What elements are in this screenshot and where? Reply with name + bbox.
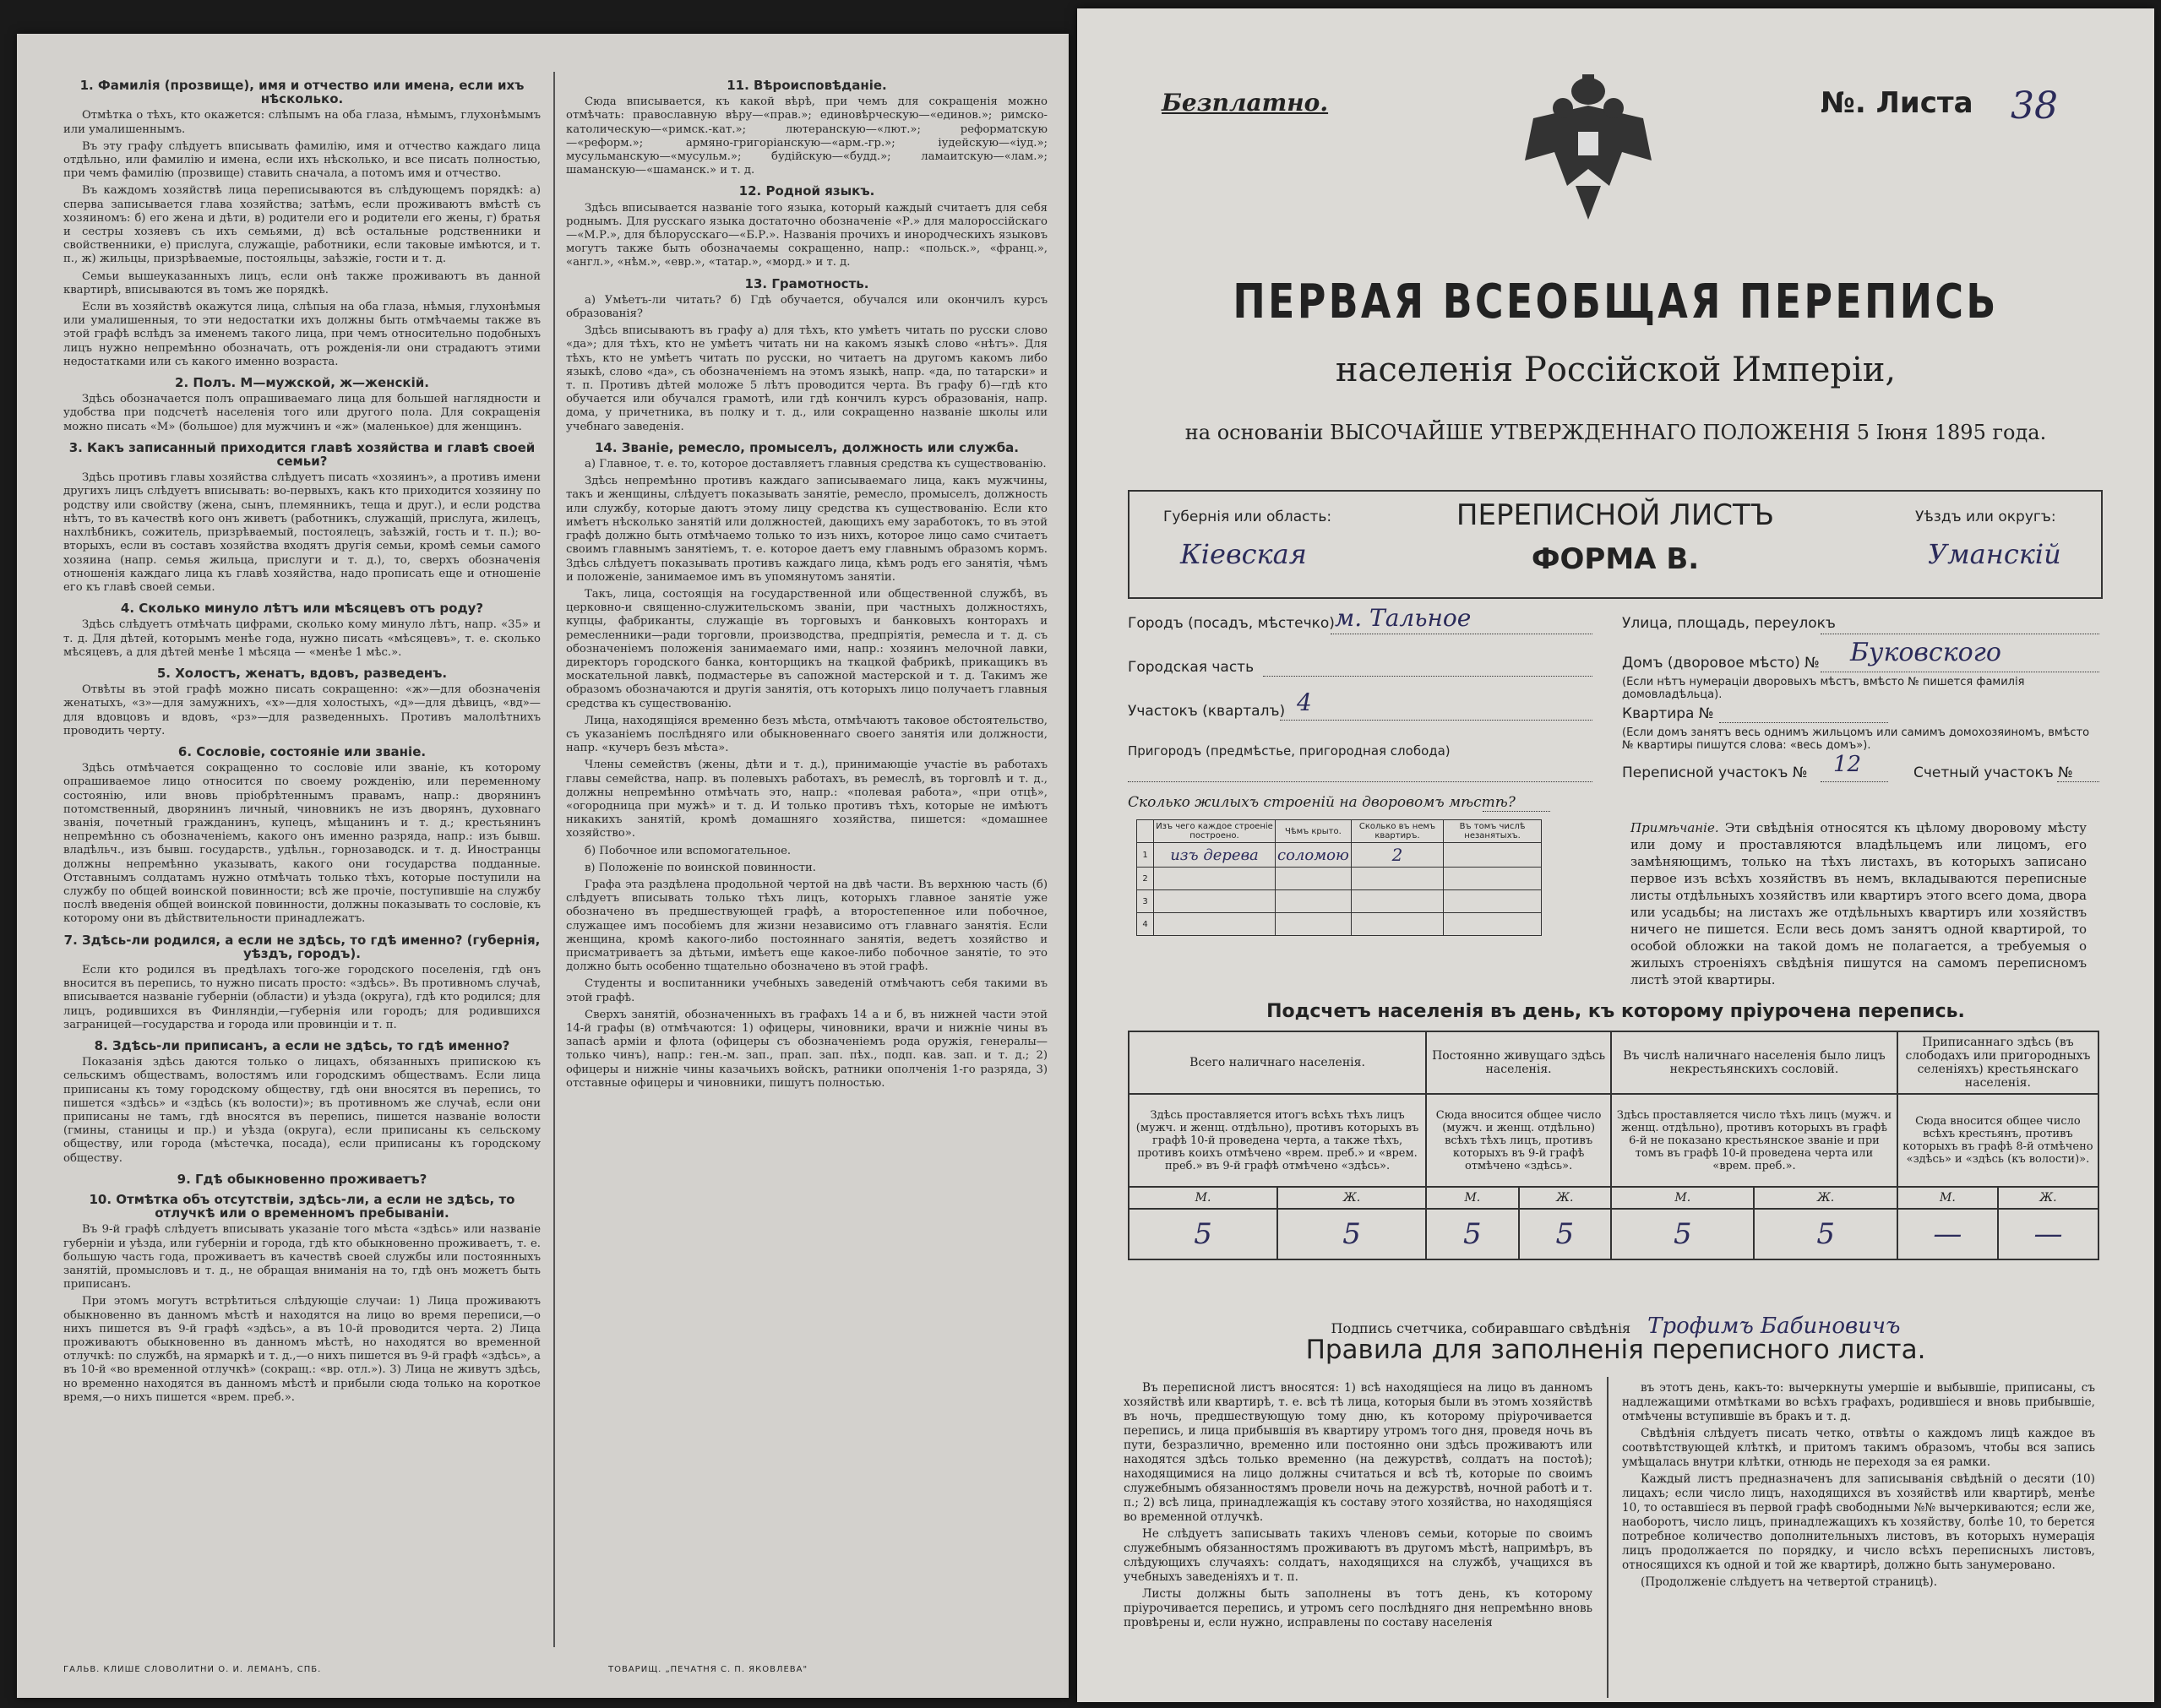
material-cell (1154, 913, 1276, 936)
count-note-permanent: Сюда вносится общее число (мужч. и женщ. отдѣльно) всѣхъ тѣхъ лицъ, противъ которыхъ въ 9-й графѣ отмѣчено «здѣсь». (1426, 1094, 1611, 1187)
paragraph: Въ эту графу слѣдуетъ вписывать фамилію, имя и отчество каждаго лица отдѣльно, или фамилію и имена, если ихъ нѣсколько, и все писать полностью, при чемъ фамилію (прозвище) ставить сначала, а потомъ имя и отчество. (63, 139, 541, 181)
row-number: 1 (1137, 843, 1154, 868)
paragraph: Студенты и воспитанники учебныхъ заведеній отмѣчаютъ себя такими въ этой графѣ. (566, 977, 1048, 1004)
rules-divider (1607, 1377, 1609, 1698)
section-heading: 9. Гдѣ обыкновенно проживаетъ? (177, 1171, 427, 1187)
paragraph: Сверхъ занятій, обозначенныхъ въ графахъ 14 а и б, въ нижней части этой 14-й графы (в) отмѣчаются: 1) офицеры, чиновники, врачи и нижніе чины въ запасѣ арміи и флота (офицеры съ обозначеніемъ рода оружія, генералы—только чинъ), напр.: ген.-м. зап., прап. зап. пѣх., подп. кав. зап. и т. д.; 2) офицеры и нижніе чины казачьихъ войскъ, ратники ополченія 1-го разряда, 3) отставные офицеры и чиновники, пишутъ полностью. (566, 1008, 1048, 1090)
rule-paragraph: Не слѣдуетъ записывать такихъ членовъ семьи, которые по своимъ служебнымъ обязанностямъ проживаютъ въ другомъ мѣстѣ, напримѣръ, въ слѣдующихъ случаяхъ: солдатъ, находящихся на службѣ, учащихся въ учебныхъ заведеніяхъ и т. п. (1124, 1527, 1592, 1584)
count-value: 5 (1611, 1209, 1754, 1259)
city-value: м. Тальное (1335, 604, 1472, 632)
house-label: Домъ (дворовое мѣсто) № (1622, 655, 1820, 672)
table-row (1137, 843, 1542, 868)
population-count-table (1128, 1031, 2099, 1260)
house-value: Буковского (1850, 638, 2001, 667)
paragraph: Показанія здѣсь даются только о лицахъ, обязанныхъ припискою къ сельскимъ обществамъ, волостямъ или городскимъ обществамъ. Если лица приписаны къ тому городскому обществу, гдѣ они вносятся въ перепись, то пишется «здѣсь» и «здѣсь (къ волости)»; въ противномъ же случаѣ, если они приписаны не тамъ, гдѣ вносятся въ перепись, пишется названіе волости (гмины, станицы и пр.) и уѣзда (округа), если приписаны къ сельскому обществу, или города (мѣстечка, посада), если приписаны къ городскому обществу. (63, 1056, 541, 1165)
paragraph: а) Главное, т. е. то, которое доставляетъ главныя средства къ существованію. (585, 458, 1047, 471)
buildings-table (1136, 819, 1542, 936)
rules-title: Правила для заполненія переписного листа. (1305, 1335, 1926, 1365)
count-note-noncrest: Здѣсь проставляется число тѣхъ лицъ (мужч. и женщ. отдѣльно), противъ которыхъ въ графѣ 6-й не показано крестьянское званіе и при томъ въ графѣ 10-й проведена черта или «врем. преб.». (1611, 1094, 1897, 1187)
vacant-cell (1444, 890, 1542, 913)
section-heading: 11. Вѣроисповѣданіе. (727, 78, 887, 93)
free-label: Безплатно. (1162, 89, 1329, 117)
count-head-total: Всего наличнаго населенія. (1129, 1031, 1426, 1094)
apartment-note: (Если домъ занятъ весь однимъ жильцомъ или самимъ домохозяиномъ, вмѣсто № квартиры пишутся слова: «весь домъ»). (1622, 726, 2090, 752)
section-heading: 10. Отмѣтка объ отсутствіи, здѣсь-ли, а если не здѣсь, то отлучкѣ или о временномъ пребываніи. (89, 1192, 515, 1221)
census-area-label: Переписной участокъ № (1622, 764, 1808, 781)
instructions-page (17, 34, 1069, 1698)
bld-head-roof: Чѣмъ крыто. (1276, 820, 1352, 843)
count-value: — (1897, 1209, 1998, 1259)
rule-paragraph: Свѣдѣнія слѣдуетъ писать четко, отвѣты о каждомъ лицѣ каждое въ соотвѣтствующей клѣткѣ, и притомъ такимъ образомъ, чтобы вся запись умѣщалась внутри клѣтки, отнюдь не переходя за ея рамки. (1622, 1427, 2095, 1469)
paragraph: Сюда вписывается, къ какой вѣрѣ, при чемъ для сокращенія можно отмѣчать: православную вѣру—«прав.»; единовѣрческую—«единов.»; римско-католическую—«римск.-кат.»; лютеранскую—«лют.»; реформатскую—«реформ.»; армяно-григоріанскую—«арм.-гр.»; іудейскую—«іуд.»; мусульманскую—«мусульм.»; будійскую—«будд.»; ламаитскую—«лам.»; шаманскую—«шаманск.» и т. д. (566, 95, 1048, 177)
paragraph: Члены семействъ (жены, дѣти и т. д.), принимающіе участіе въ работахъ главы семейства, напр. въ полевыхъ работахъ, въ ремеслѣ, въ торговлѣ и т. д., должны непремѣнно отмѣчать это, напр.: «полевая работа», «при отцѣ», «огородница при мужѣ» и т. д. И только противъ тѣхъ, которые не имѣютъ никакихъ занятій, кромѣ домашняго хозяйства, пишется: «домашнее хозяйство». (566, 759, 1048, 840)
row-number: 2 (1137, 868, 1154, 890)
count-value: 5 (1519, 1209, 1612, 1259)
bld-head-material: Изъ чего каждое строеніе построено. (1154, 820, 1276, 843)
roof-cell (1276, 868, 1352, 890)
suburb-label: Пригородъ (предмѣстье, пригородная слобода) (1128, 743, 1451, 759)
bld-head-apts: Сколько въ немъ квартиръ. (1351, 820, 1443, 843)
buildings-line (1483, 811, 1550, 812)
count-values-row (1129, 1209, 2098, 1259)
paragraph: Отвѣты въ этой графѣ можно писать сокращенно: «ж»—для обозначенія женатыхъ, «з»—для замужнихъ, «х»—для холостыхъ, «д»—для дѣвицъ, «вд»—для вдовцовъ и вдовъ, «рз»—для разведенныхъ. Противъ малолѣтнихъ проводить черту. (63, 683, 541, 737)
apartment-line (1719, 722, 1888, 723)
paragraph: Такъ, лица, состоящія на государственной или общественной службѣ, въ церковно-и священно-служительскомъ званіи, при частныхъ должностяхъ, купцы, фабриканты, служащіе въ торговыхъ и банковыхъ конторахъ и ремесленники—ради торговли, производства, предпріятія, ремесла и т. д. съ обозначеніемъ положенія занимаемаго ими, напр.: хозяинъ мелочной лавки, директоръ городского банка, конторщикъ на ткацкой фабрикѣ, прикащикъ въ москательной лавкѣ, подмастерье въ сапожной мастерской и т. д. Такимъ же образомъ обозначаются и другія занятія, отъ которыхъ лицо получаетъ главныя средства къ существованію. (566, 587, 1048, 710)
paragraph: Отмѣтка о тѣхъ, кто окажется: слѣпымъ на оба глаза, нѣмымъ, глухонѣмымъ или умалишеннымъ. (63, 109, 541, 136)
street-label: Улица, площадь, переулокъ (1622, 615, 1836, 632)
rule-paragraph: Въ переписной листъ вносятся: 1) всѣ находящіеся на лицо въ данномъ хозяйствѣ или квартирѣ, т. е. всѣ тѣ лица, которыя были въ этомъ хозяйствѣ въ ночь, предшествующую тому дню, къ которому пріурочивается перепись, и лица прибывшія въ квартиру утромъ того дня, проведя ночь въ пути, безразлично, временно или постоянно они здѣсь проживаютъ или находятся здѣсь только временно (на дежурствѣ, солдатъ на постоѣ); находящимися на лицо должны считаться и всѣ тѣ, которые по своимъ служебнымъ обязанностямъ провели ночь на дежурствѣ, ночной работѣ и т. п.; 2) всѣ лица, принадлежащія къ составу этого хозяйства, но находящіяся во временной отлучкѣ. (1124, 1381, 1592, 1524)
female-label: Ж. (1998, 1187, 2098, 1209)
table-row (1137, 868, 1542, 890)
roof-cell (1276, 890, 1352, 913)
column-divider (553, 72, 555, 1647)
apts-cell (1351, 913, 1443, 936)
paragraph: Если въ хозяйствѣ окажутся лица, слѣпыя на оба глаза, нѣмыя, глухонѣмыя или умалишенныя, то эти недостатки ихъ должны быть отмѣчаемы также въ этой графѣ вслѣдъ за именемъ такого лица, при чемъ относительно подобныхъ лицъ нужно непремѣнно обозначать, отъ рожденія-ли они страдаютъ этими недостатками или съ какого именно возраста. (63, 301, 541, 368)
material-cell (1154, 890, 1276, 913)
rule-paragraph: Листы должны быть заполнены въ тотъ день, къ которому пріурочивается перепись, и утромъ сего послѣдняго дня непремѣнно вновь провѣрены и, если нужно, исправлены по составу населенія (1124, 1587, 1592, 1629)
count-area-label: Счетный участокъ № (1913, 764, 2073, 781)
paragraph: Здѣсь вписывается названіе того языка, который каждый считаетъ для себя роднымъ. Для русскаго языка достаточно обозначеніе «Р.» для малороссійскаго—«М.Р.», для бѣлорусскаго—«Б.Р.». Названія прочихъ и инородческихъ языковъ могутъ также быть обозначаемы сокращенно, напр.: «польск.», «франц.», «англ.», «нѣм.», «евр.», «татар.», «морд.» и т. д. (566, 201, 1048, 269)
uezd-label: Уѣздъ или округъ: (1915, 509, 2056, 525)
rule-paragraph: (Продолженіе слѣдуетъ на четвертой страницѣ). (1641, 1575, 1938, 1589)
population-count-title: Подсчетъ населенія въ день, къ которому пріурочена перепись. (1266, 1001, 1965, 1022)
buildings-question: Сколько жилыхъ строеній на дворовомъ мѣстѣ? (1128, 794, 1516, 811)
section-heading: 14. Званіе, ремесло, промыселъ, должность или служба. (595, 439, 1019, 455)
male-label: М. (1426, 1187, 1519, 1209)
count-area-line (2057, 781, 2099, 782)
count-notes-row (1129, 1094, 2098, 1187)
count-value: 5 (1426, 1209, 1519, 1259)
table-row (1137, 913, 1542, 936)
vacant-cell (1444, 913, 1542, 936)
count-head-noncrest: Въ числѣ наличнаго населенія было лицъ некрестьянскихъ сословій. (1611, 1031, 1897, 1094)
suburb-line (1128, 781, 1592, 782)
gubernia-label: Губернія или область: (1163, 509, 1332, 525)
vacant-cell (1444, 868, 1542, 890)
instructions-column-2 (566, 72, 1048, 1094)
count-sex-row (1129, 1187, 2098, 1209)
rules-column-2 (1622, 1381, 2095, 1592)
female-label: Ж. (1754, 1187, 1897, 1209)
district-label: Участокъ (кварталъ) (1128, 703, 1286, 720)
paragraph: Въ каждомъ хозяйствѣ лица переписываются въ слѣдующемъ порядкѣ: а) сперва записывается глава хозяйства; затѣмъ, если проживаютъ вмѣстѣ съ хозяиномъ: б) его жена и дѣти, в) родители его и родители его жены, г) братья и сестры хозяевъ съ ихъ семьями, д) всѣ остальные родственники и свойственники, е) прислуга, служащіе, работники, если таковые имѣются, и т. п., ж) жильцы, призрѣваемые, постояльцы, заѣзжіе, гости и т. д. (63, 184, 541, 266)
row-number: 3 (1137, 890, 1154, 913)
female-label: Ж. (1519, 1187, 1612, 1209)
row-number: 4 (1137, 913, 1154, 936)
count-value: 5 (1129, 1209, 1277, 1259)
signature-value: Трофимъ Бабиновичъ (1647, 1314, 1901, 1339)
apts-cell: 2 (1351, 843, 1443, 868)
imperial-eagle-emblem (1516, 59, 1660, 228)
note-text: Эти свѣдѣнія относятся къ цѣлому дворовому мѣсту или дому и проставляются владѣльцемъ или лицомъ, его замѣняющимъ, только на тѣхъ листахъ, въ которыхъ записано первое изъ всѣхъ хозяйствъ въ немъ, вкладываются переписные листы отдѣльныхъ хозяйствъ или квартиръ этого всего дома, двора или усадьбы; на листахъ же отдѣльныхъ квартиръ или хозяйствъ ничего не пишется. Если весь домъ занятъ одной квартирой, то особой обложки на такой домъ не полагается, а требуемыя о жилыхъ строеніяхъ свѣдѣнія пишутся на самомъ переписномъ листѣ этой квартиры. (1630, 820, 2087, 987)
male-label: М. (1897, 1187, 1998, 1209)
census-form-page (1077, 8, 2154, 1702)
district-line (1280, 720, 1592, 721)
count-note-total: Здѣсь проставляется итогъ всѣхъ тѣхъ лицъ (мужч. и женщ. отдѣльно), противъ которыхъ въ графѣ 10-й проведена черта, а также тѣхъ, противъ коихъ отмѣчено «врем. преб.» и «врем. преб.» въ 9-й графѣ отмѣчено «здѣсь». (1129, 1094, 1426, 1187)
paragraph: Здѣсь обозначается полъ опрашиваемаго лица для большей наглядности и удобства при подсчетѣ населенія того или другого пола. Для сокращенія можно писать «М» (большое) для мужчинъ и «ж» (маленькое) для женщинъ. (63, 393, 541, 433)
house-note: (Если нѣтъ нумераціи дворовыхъ мѣстъ, вмѣсто № пишется фамилія домовладѣльца). (1622, 676, 2025, 701)
form-header-box (1128, 490, 2103, 599)
section-heading: 1. Фамилія (прозвище), имя и отчество или имена, если ихъ нѣсколько. (79, 78, 525, 107)
paragraph: в) Положеніе по воинской повинности. (585, 861, 816, 874)
count-head-peasant: Приписаннаго здѣсь (въ слободахъ или пригородныхъ селеніяхъ) крестьянскаго населенія. (1897, 1031, 2098, 1094)
rule-paragraph: въ этотъ день, какъ-то: вычеркнуты умершіе и выбывшіе, приписаны, съ надлежащими отмѣтками во всѣхъ графахъ, родившіеся и вновь прибывшіе, отмѣчены вступившіе въ бракъ и т. д. (1622, 1381, 2095, 1423)
paragraph: б) Побочное или вспомогательное. (585, 844, 792, 857)
paragraph: а) Умѣетъ-ли читать? б) Гдѣ обучается, обучался или окончилъ курсъ образованія? (566, 293, 1048, 321)
male-label: М. (1611, 1187, 1754, 1209)
printer-imprint-left: ГАЛЬВ. КЛИШЕ СЛОВОЛИТНИ О. И. ЛЕМАНЪ, СПБ. (63, 1665, 322, 1674)
section-heading: 13. Грамотность. (744, 275, 869, 291)
legal-basis: на основаніи ВЫСОЧАЙШЕ УТВЕРЖДЕННАГО ПОЛОЖЕНІЯ 5 Іюня 1895 года. (1184, 421, 2047, 444)
paragraph: При этомъ могутъ встрѣтиться слѣдующіе случаи: 1) Лица проживаютъ обыкновенно въ данномъ мѣстѣ и находятся на лицо во время переписи,—о нихъ пишется въ 9-й графѣ «здѣсь», а въ 10-й проводится черта. 2) Лица проживаютъ обыкновенно въ данномъ мѣстѣ, но находятся во временной отлучкѣ: по службѣ, на ярмаркѣ и т. д.,—о нихъ пишется въ 9-й графѣ «здѣсь», а въ 10-й «во временной отлучкѣ» (сокращ.: «вр. отл.»). 3) Лица не живутъ здѣсь, но временно находятся въ данномъ мѣстѣ и прибыли сюда только на короткое время,—о нихъ пишется «врем. преб.». (63, 1295, 541, 1404)
city-part-line (1263, 676, 1592, 677)
section-heading: 8. Здѣсь-ли приписанъ, а если не здѣсь, то гдѣ именно? (94, 1038, 510, 1053)
material-cell: изъ дерева (1154, 843, 1276, 868)
section-heading: 7. Здѣсь-ли родился, а если не здѣсь, то гдѣ именно? (губернія, уѣздъ, городъ). (63, 932, 541, 961)
section-heading: 4. Сколько минуло лѣтъ или мѣсяцевъ отъ роду? (120, 601, 484, 617)
bld-head-vacant: Въ томъ числѣ незанятыхъ. (1444, 820, 1542, 843)
paragraph: Въ 9-й графѣ слѣдуетъ вписывать указаніе того мѣста «здѣсь» или названіе губерніи и уѣзда, или губерніи и города, гдѣ кто обыкновенно проживаетъ, т. е. большую часть года, проживаетъ въ качествѣ своей службы или постоянныхъ занятій, промысловъ и т. д., не обращая вниманія на то, гдѣ онъ можетъ быть приписанъ. (63, 1223, 541, 1292)
signature-label: Подпись счетчика, собиравшаго свѣдѣнія (1331, 1320, 1631, 1336)
paragraph: Здѣсь противъ главы хозяйства слѣдуетъ писать «хозяинъ», а противъ имени другихъ лицъ слѣдуетъ вписывать: во-первыхъ, какъ кто приходится хозяину по родству или свойству (жена, сынъ, племянникъ, теща и друг.), и если родства нѣтъ, то въ качествѣ кого онъ живетъ (работникъ, служащій, прислуга, жилецъ, нахлѣбникъ, сожитель, призрѣваемый, постоялецъ, заѣзжій, гость и т. п.); во-вторыхъ, если въ составъ хозяйства входятъ другія семьи, кромѣ семьи самого хозяина (напр. семья жильца, прислуги и т. д.), то, сверхъ обозначенія отношенія каждаго лица къ главѣ хозяйства, надо прописать еще и отношеніе его къ главѣ своей семьи. (63, 471, 541, 594)
material-cell (1154, 868, 1276, 890)
table-row (1137, 890, 1542, 913)
district-value: 4 (1297, 688, 1312, 716)
count-header-row (1129, 1031, 2098, 1094)
rules-column-1 (1124, 1381, 1592, 1633)
paragraph: Здѣсь непремѣнно противъ каждаго записываемаго лица, какъ мужчины, такъ и женщины, слѣдуетъ показывать занятіе, ремесло, промыселъ, должность или службу, которые даютъ этому лицу средства къ существованію. Если кто имѣетъ нѣсколько занятій или должностей, дающихъ ему заработокъ, то въ этой графѣ должно быть отмѣчаемо только то изъ нихъ, которое лицо само считаетъ своимъ главнымъ занятіемъ, т. е. которое даетъ ему главнымъ образомъ кормъ. Здѣсь слѣдуетъ показывать противъ каждаго лица, кѣмъ родъ его занятія, чѣмъ и положеніе, занимаемое имъ въ упомянутомъ занятіи. (566, 475, 1048, 584)
section-heading: 3. Какъ записанный приходится главѣ хозяйства и главѣ своей семьи? (68, 439, 536, 470)
section-heading: 2. Полъ. М—мужской, ж—женскій. (175, 375, 429, 391)
sheet-number-value: 38 (2011, 84, 2058, 128)
count-value: 5 (1754, 1209, 1897, 1259)
sheet-number-label: №. Листа (1821, 86, 1973, 120)
printer-imprint-right: ТОВАРИЩ. „ПЕЧАТНЯ С. П. ЯКОВЛЕВА" (608, 1665, 808, 1674)
roof-cell (1276, 913, 1352, 936)
count-value: — (1998, 1209, 2098, 1259)
paragraph: Здѣсь слѣдуетъ отмѣчать цифрами, сколько кому минуло лѣтъ, напр. «35» и т. д. Для дѣтей, которымъ менѣе года, нужно писать «мѣсяцевъ», т. е. сколько мѣсяцевъ, а для дѣтей менѣе 1 мѣсяца — «менѣе 1 мѣс.». (63, 618, 541, 659)
city-part-label: Городская часть (1128, 659, 1255, 676)
gubernia-value: Кіевская (1180, 538, 1307, 570)
paragraph: Графа эта раздѣлена продольной чертой на двѣ части. Въ верхнюю часть (б) слѣдуетъ вписывать только тѣхъ лицъ, которыхъ главное занятіе уже обозначено въ предшествующей графѣ, а второстепенное или побочное, служащее имъ пособіемъ для жизни независимо отъ главнаго занятія. Если женщина, кромѣ какого-либо постояннаго занятія, ведетъ хозяйство и присматриваетъ за дѣтьми, имѣетъ еще какое-либо побочное занятіе, то это должно быть особенно тщательно обозначено въ этой графѣ. (566, 878, 1048, 974)
section-heading: 12. Родной языкъ. (738, 183, 875, 199)
city-label: Городъ (посадъ, мѣстечко) (1128, 615, 1335, 632)
apts-cell (1351, 868, 1443, 890)
section-heading: 6. Сословіе, состояніе или званіе. (177, 743, 427, 759)
instructions-column-1 (63, 72, 541, 1408)
form-subtitle: ФОРМА В. (1531, 542, 1700, 576)
page-title: ПЕРВАЯ ВСЕОБЩАЯ ПЕРЕПИСЬ (1233, 275, 1999, 329)
note-label: Примѣчаніе. (1630, 820, 1719, 835)
paragraph: Если кто родился въ предѣлахъ того-же городского поселенія, гдѣ онъ вносится въ перепись, то нужно писать просто: «здѣсь». Въ противномъ случаѣ, вписывается названіе губерніи (области) и уѣзда (округа), гдѣ кто родился; для лицъ, родившихся въ Финляндіи,—губернія или городъ; для родившихся заграницей—государства и города или провинціи и т. п. (63, 963, 541, 1031)
count-value: 5 (1277, 1209, 1426, 1259)
uezd-value: Уманскій (1928, 538, 2061, 570)
paragraph: Здѣсь отмѣчается сокращенно то сословіе или званіе, къ которому опрашиваемое лицо относится по своему рожденію, или переменному состоянію, или вновь пріобрѣтеннымъ правамъ, напр.: дворянинъ потомственный, дворянинъ личный, чиновникъ не изъ дворянъ, духовнаго званія, почетный гражданинъ, купецъ, мѣщанинъ и т. д.; крестьянинъ непремѣнно съ обозначеніемъ, какого онъ именно разряда, напр.: изъ бывш. владѣльч., изъ бывш. государств., удѣльн., горнозаводск. и т. д. Иностранцы должны непремѣнно указывать, какого они государства подданные. Отставнымъ солдатамъ нужно отмѣчать только тѣхъ, которые поступили на службу по общей воинской повинности; всѣ же прочіе, поступившіе на службу послѣ введенія общей воинской повинности, должны показывать то сословіе, къ которому они въ дѣйствительности принадлежатъ. (63, 762, 541, 926)
roof-cell: соломою (1276, 843, 1352, 868)
paragraph: Лица, находящіяся временно безъ мѣста, отмѣчаютъ таковое обстоятельство, съ указаніемъ послѣдняго или обыкновеннаго своего занятія или должности, напр. «кучеръ безъ мѣста». (566, 714, 1048, 755)
census-area-value: 12 (1833, 752, 1862, 777)
census-area-line (1821, 781, 1888, 782)
female-label: Ж. (1277, 1187, 1426, 1209)
rule-paragraph: Каждый листъ предназначенъ для записыванія свѣдѣній о десяти (10) лицахъ; если число лицъ, находящихся въ хозяйствѣ или квартирѣ, менѣе 10, то оставшіеся въ первой графѣ свободными №№ вычеркиваются; если же, наоборотъ, число лицъ, принадлежащихъ къ хозяйству, болѣе 10, то берется потребное количество дополнительныхъ листовъ, въ которыхъ нумерація лицъ продолжается по порядку, и число всѣхъ переписныхъ листовъ, относящихся къ одной и той же квартирѣ, должно быть занумеровано. (1622, 1472, 2095, 1572)
buildings-note (1630, 819, 2087, 988)
apts-cell (1351, 890, 1443, 913)
vacant-cell (1444, 843, 1542, 868)
apartment-label: Квартира № (1622, 705, 1714, 722)
page-subtitle: населенія Россійской Имперіи, (1335, 351, 1897, 389)
paragraph: Здѣсь вписываютъ въ графу а) для тѣхъ, кто умѣетъ читать по русски слово «да»; для тѣхъ, кто не умѣетъ читать ни на какомъ языкѣ слово «нѣтъ». Для тѣхъ, кто не умѣетъ читать по русски, но читаетъ на другомъ какомъ либо языкѣ, слово «да», съ обозначеніемъ на этомъ языкѣ, напр. «да, по татарски» и т. п. Противъ дѣтей моложе 5 лѣтъ проводится черта. Въ графу б)—гдѣ кто обучается или обучался грамотѣ, или гдѣ кончилъ курсъ образованія, напр. дома, у причетника, въ полку и т. д., или сокращенно названіе школы или учебнаго заведенія. (566, 324, 1048, 433)
count-note-peasant: Сюда вносится общее число всѣхъ крестьянъ, противъ которыхъ въ графѣ 8-й отмѣчено «здѣсь» и «здѣсь (къ волости)». (1897, 1094, 2098, 1187)
form-title: ПЕРЕПИСНОЙ ЛИСТЪ (1456, 498, 1775, 532)
paragraph: Семьи вышеуказанныхъ лицъ, если онѣ также проживаютъ въ данной квартирѣ, вписываются въ томъ же порядкѣ. (63, 269, 541, 296)
buildings-header-row (1137, 820, 1542, 843)
male-label: М. (1129, 1187, 1277, 1209)
count-head-permanent: Постоянно живущаго здѣсь населенія. (1426, 1031, 1611, 1094)
section-heading: 5. Холостъ, женатъ, вдовъ, разведенъ. (156, 665, 448, 681)
